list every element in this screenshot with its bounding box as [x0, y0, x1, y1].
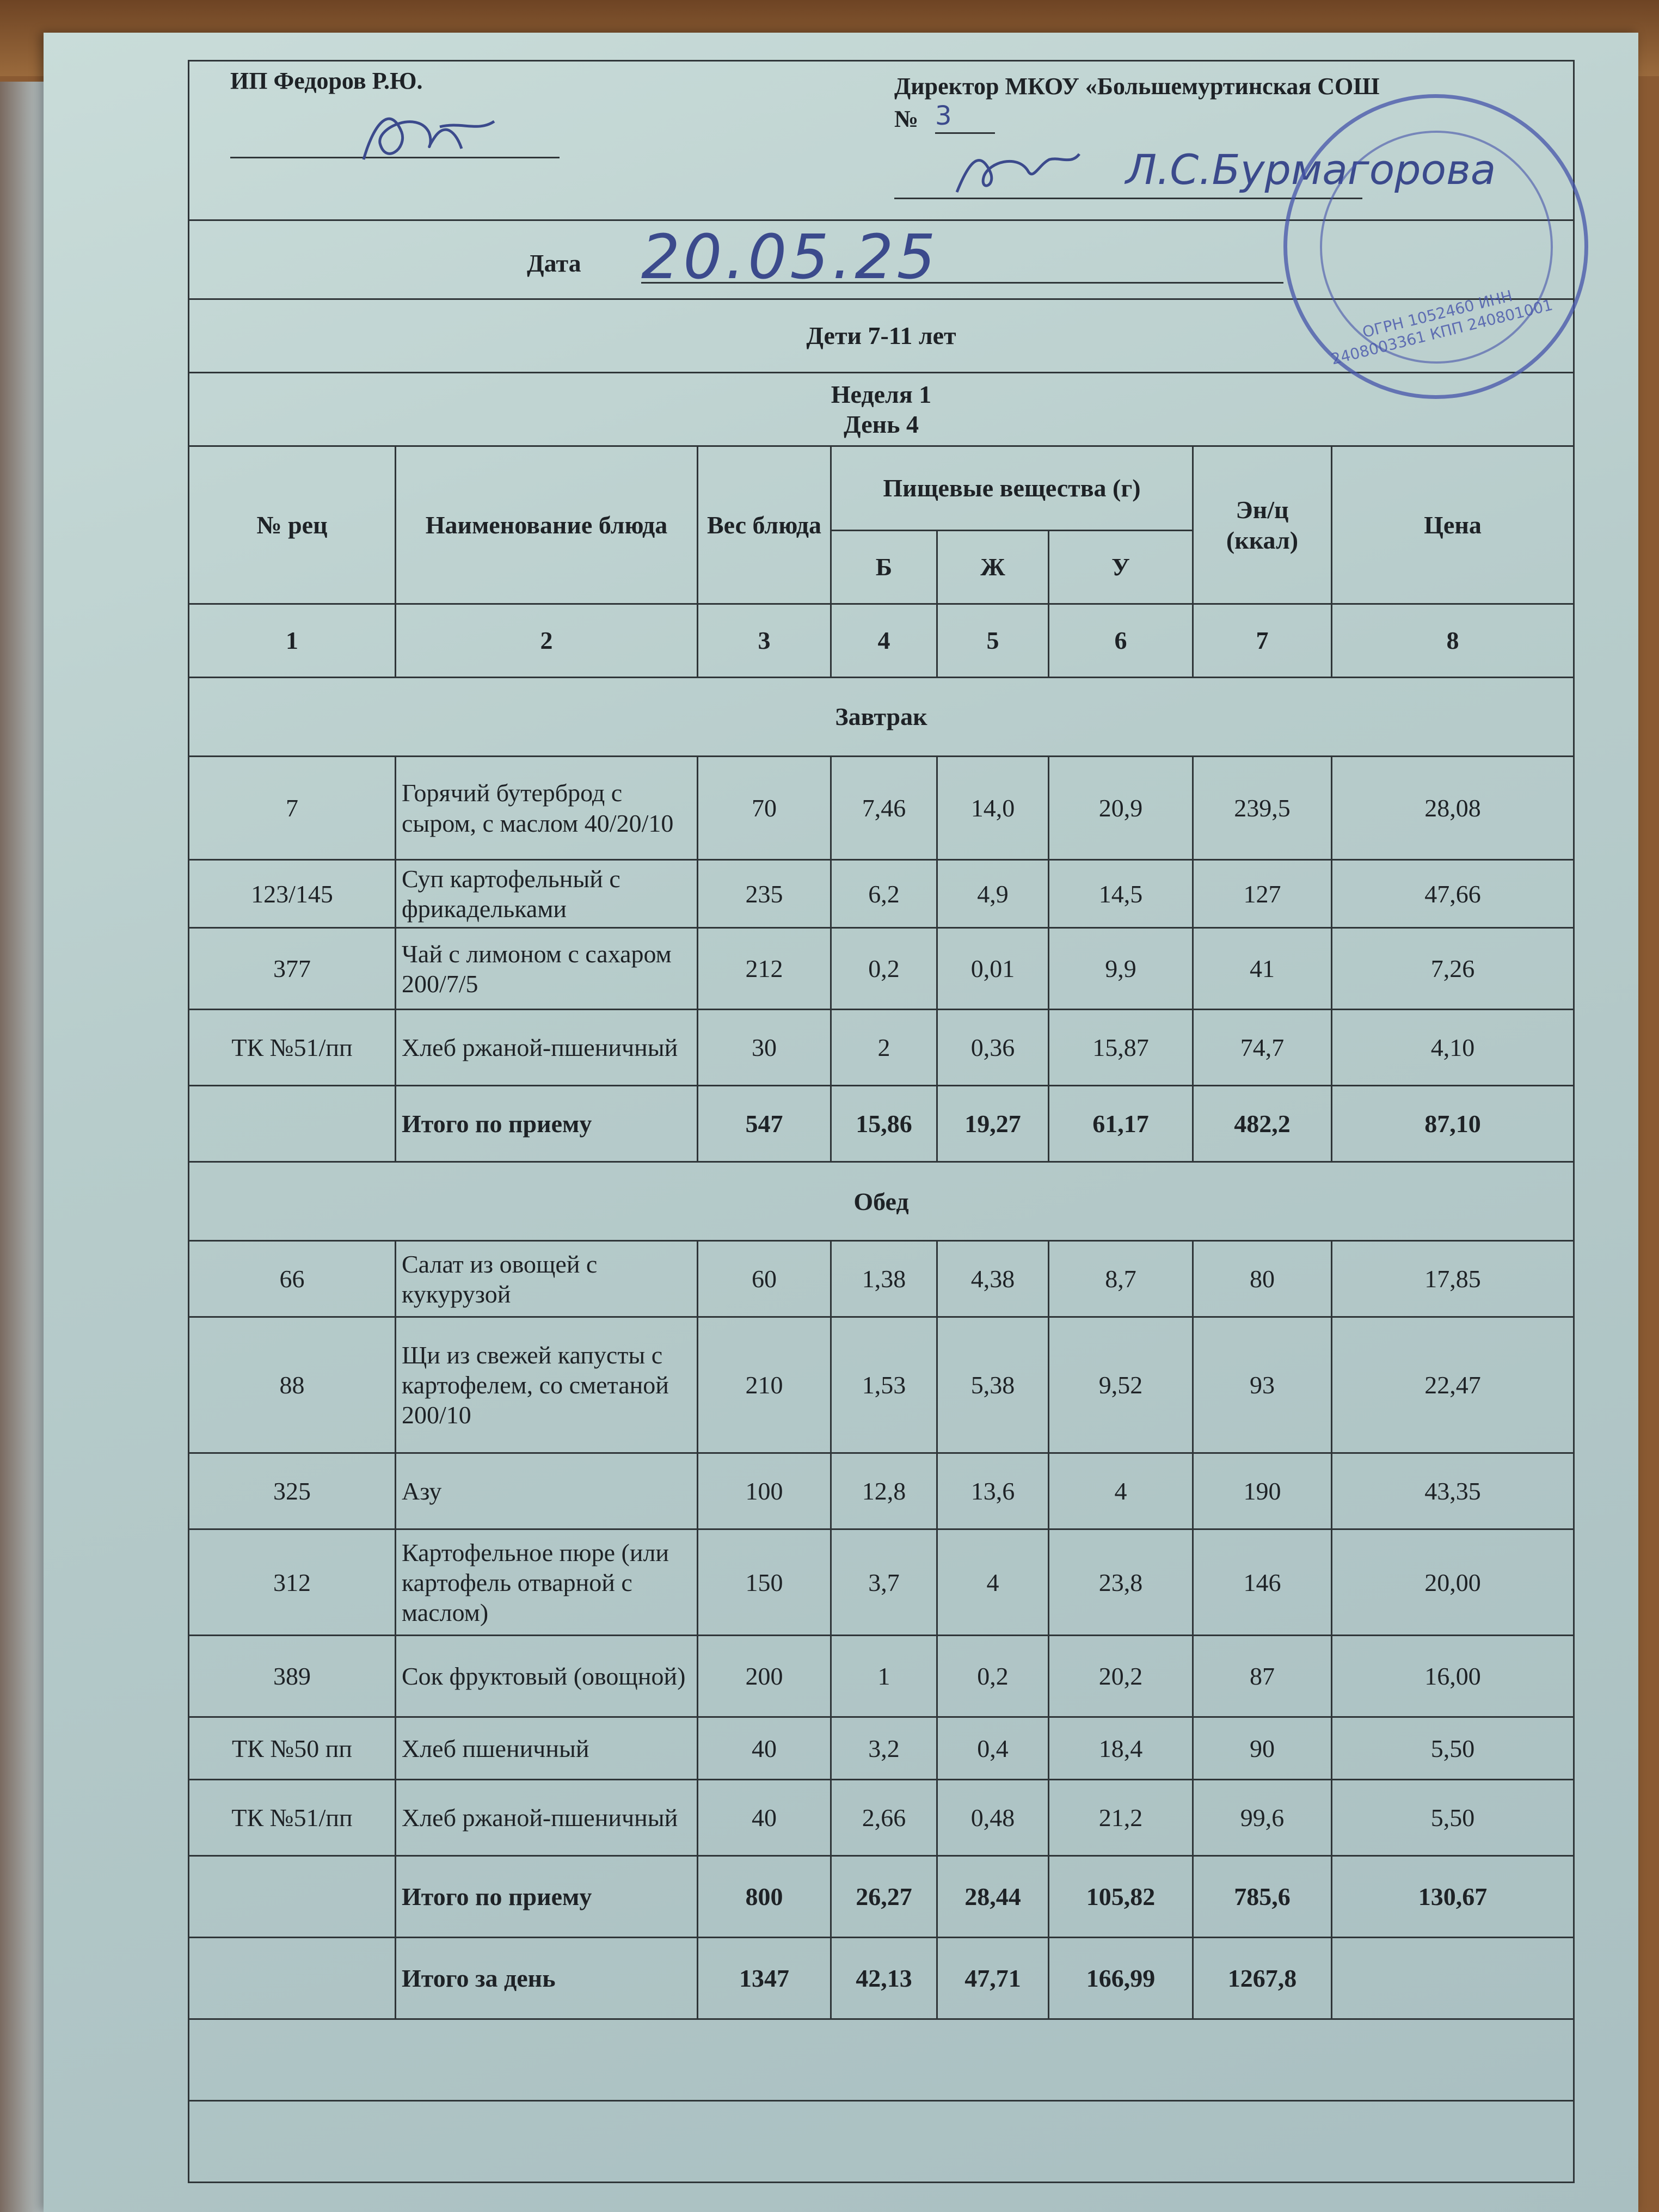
dish-protein: 7,46 [831, 757, 937, 860]
col-number-7: 7 [1193, 604, 1332, 678]
dish-name: Суп картофельный с фрикадельками [396, 860, 698, 928]
rec-number: ТК №50 пп [189, 1717, 396, 1780]
dish-price: 16,00 [1332, 1636, 1574, 1717]
col-carbs: У [1049, 531, 1193, 604]
day-total-weight: 1347 [698, 1938, 831, 2019]
dish-name: Хлеб ржаной-пшеничный [396, 1780, 698, 1856]
total-label: Итого по приему [396, 1856, 698, 1938]
col-protein: Б [831, 531, 937, 604]
dish-fat: 0,01 [937, 928, 1049, 1010]
table-row [189, 1453, 1574, 1529]
col-weight: Вес блюда [698, 446, 831, 604]
day-total-carbs: 166,99 [1049, 1938, 1193, 2019]
dish-weight: 70 [698, 757, 831, 860]
total-price: 130,67 [1332, 1856, 1574, 1938]
blank-row [189, 2019, 1574, 2101]
dish-carbs: 4 [1049, 1453, 1193, 1529]
dish-protein: 1,38 [831, 1241, 937, 1317]
dish-fat: 0,48 [937, 1780, 1049, 1856]
rec-number: 66 [189, 1241, 396, 1317]
dish-fat: 14,0 [937, 757, 1049, 860]
breakfast-title: Завтрак [189, 678, 1574, 757]
date-label: Дата [527, 249, 581, 277]
dish-energy: 99,6 [1193, 1780, 1332, 1856]
dish-carbs: 15,87 [1049, 1010, 1193, 1086]
dish-price: 7,26 [1332, 928, 1574, 1010]
date-line [641, 282, 1283, 284]
director-initial-mark [946, 132, 1087, 203]
dish-fat: 5,38 [937, 1317, 1049, 1453]
day-total-row [189, 1938, 1574, 2019]
column-header-row [189, 446, 1574, 531]
dish-carbs: 8,7 [1049, 1241, 1193, 1317]
table-row [189, 1317, 1574, 1453]
table-row [189, 1636, 1574, 1717]
dish-energy: 239,5 [1193, 757, 1332, 860]
dish-energy: 90 [1193, 1717, 1332, 1780]
dish-energy: 93 [1193, 1317, 1332, 1453]
dish-price: 20,00 [1332, 1529, 1574, 1636]
dish-carbs: 20,2 [1049, 1636, 1193, 1717]
number-label: № [894, 106, 919, 132]
dish-energy: 190 [1193, 1453, 1332, 1529]
col-number-2: 2 [396, 604, 698, 678]
col-rec-no: № рец [189, 446, 396, 604]
blank-cell [189, 2101, 1574, 2183]
total-energy: 482,2 [1193, 1086, 1332, 1162]
dish-weight: 60 [698, 1241, 831, 1317]
column-number-row [189, 604, 1574, 678]
dish-fat: 4,9 [937, 860, 1049, 928]
dish-name: Азу [396, 1453, 698, 1529]
dish-energy: 87 [1193, 1636, 1332, 1717]
table-row [189, 1717, 1574, 1780]
col-number-3: 3 [698, 604, 831, 678]
table-row [189, 928, 1574, 1010]
dish-protein: 1,53 [831, 1317, 937, 1453]
dish-energy: 74,7 [1193, 1010, 1332, 1086]
total-carbs: 105,82 [1049, 1856, 1193, 1938]
total-fat: 28,44 [937, 1856, 1049, 1938]
dish-protein: 12,8 [831, 1453, 937, 1529]
dish-price: 47,66 [1332, 860, 1574, 928]
col-dish-name: Наименование блюда [396, 446, 698, 604]
table-row [189, 1241, 1574, 1317]
breakfast-total-row [189, 1086, 1574, 1162]
dish-carbs: 21,2 [1049, 1780, 1193, 1856]
total-weight: 547 [698, 1086, 831, 1162]
total-protein: 26,27 [831, 1856, 937, 1938]
dish-fat: 4 [937, 1529, 1049, 1636]
day-total-energy: 1267,8 [1193, 1938, 1332, 2019]
dish-name: Горячий бутерброд с сыром, с маслом 40/20/10 [396, 757, 698, 860]
dish-carbs: 9,9 [1049, 928, 1193, 1010]
rec-number: 377 [189, 928, 396, 1010]
dish-energy: 146 [1193, 1529, 1332, 1636]
total-weight: 800 [698, 1856, 831, 1938]
dish-name: Сок фруктовый (овощной) [396, 1636, 698, 1717]
dish-protein: 3,7 [831, 1529, 937, 1636]
dish-energy: 80 [1193, 1241, 1332, 1317]
total-fat: 19,27 [937, 1086, 1049, 1162]
total-label: Итого по приему [396, 1086, 698, 1162]
dish-weight: 235 [698, 860, 831, 928]
dish-carbs: 9,52 [1049, 1317, 1193, 1453]
col-number-8: 8 [1332, 604, 1574, 678]
dish-protein: 3,2 [831, 1717, 937, 1780]
day-total-price [1332, 1938, 1574, 2019]
lunch-title-row [189, 1162, 1574, 1241]
empty-cell [189, 1856, 396, 1938]
col-price: Цена [1332, 446, 1574, 604]
dish-weight: 100 [698, 1453, 831, 1529]
lunch-total-row [189, 1856, 1574, 1938]
dish-fat: 4,38 [937, 1241, 1049, 1317]
dish-price: 28,08 [1332, 757, 1574, 860]
dish-weight: 210 [698, 1317, 831, 1453]
col-number-6: 6 [1049, 604, 1193, 678]
dish-carbs: 20,9 [1049, 757, 1193, 860]
dish-carbs: 18,4 [1049, 1717, 1193, 1780]
breakfast-title-row [189, 678, 1574, 757]
dish-carbs: 23,8 [1049, 1529, 1193, 1636]
dish-name: Хлеб ржаной-пшеничный [396, 1010, 698, 1086]
svg-text:Л.С.Бурмагорова: Л.С.Бурмагорова [1126, 145, 1496, 194]
ip-label: ИП Федоров Р.Ю. [230, 67, 423, 94]
dish-energy: 41 [1193, 928, 1332, 1010]
dish-weight: 212 [698, 928, 831, 1010]
dish-protein: 6,2 [831, 860, 937, 928]
dish-weight: 150 [698, 1529, 831, 1636]
dish-energy: 127 [1193, 860, 1332, 928]
week-day-row [189, 373, 1574, 446]
table-row [189, 1010, 1574, 1086]
rec-number: 312 [189, 1529, 396, 1636]
day-total-protein: 42,13 [831, 1938, 937, 2019]
col-number-5: 5 [937, 604, 1049, 678]
dish-price: 5,50 [1332, 1780, 1574, 1856]
director-label: Директор МКОУ «Большемуртинская СОШ [894, 73, 1380, 100]
day-total-label: Итого за день [396, 1938, 698, 2019]
day-label: День 4 [844, 410, 919, 438]
blank-row [189, 2101, 1574, 2183]
rec-number: 389 [189, 1636, 396, 1717]
ip-signature-mark [353, 100, 516, 170]
dish-protein: 1 [831, 1636, 937, 1717]
total-carbs: 61,17 [1049, 1086, 1193, 1162]
dish-price: 4,10 [1332, 1010, 1574, 1086]
menu-table [188, 60, 1575, 2183]
rec-number: 325 [189, 1453, 396, 1529]
group-title: Дети 7-11 лет [189, 299, 1574, 373]
empty-cell [189, 1086, 396, 1162]
dish-name: Чай с лимоном с сахаром 200/7/5 [396, 928, 698, 1010]
rec-number: 123/145 [189, 860, 396, 928]
table-row [189, 1780, 1574, 1856]
rec-number: ТК №51/пп [189, 1780, 396, 1856]
dish-protein: 2,66 [831, 1780, 937, 1856]
total-protein: 15,86 [831, 1086, 937, 1162]
total-price: 87,10 [1332, 1086, 1574, 1162]
col-number-1: 1 [189, 604, 396, 678]
underlying-sheet [0, 82, 44, 2212]
col-number-4: 4 [831, 604, 937, 678]
dish-carbs: 14,5 [1049, 860, 1193, 928]
col-fat: Ж [937, 531, 1049, 604]
stamp-text: ОГРН 1052460 ИНН 2408003361 КПП 240801001 [1329, 286, 1554, 368]
dish-fat: 13,6 [937, 1453, 1049, 1529]
dish-price: 22,47 [1332, 1317, 1574, 1453]
table-row [189, 757, 1574, 860]
dish-protein: 2 [831, 1010, 937, 1086]
table-row [189, 1529, 1574, 1636]
date-row [189, 220, 1574, 299]
total-energy: 785,6 [1193, 1856, 1332, 1938]
dish-name: Хлеб пшеничный [396, 1717, 698, 1780]
dish-name: Щи из свежей капусты с картофелем, со сметаной 200/10 [396, 1317, 698, 1453]
rec-number: ТК №51/пп [189, 1010, 396, 1086]
dish-weight: 200 [698, 1636, 831, 1717]
dish-weight: 40 [698, 1717, 831, 1780]
dish-fat: 0,36 [937, 1010, 1049, 1086]
dish-fat: 0,2 [937, 1636, 1049, 1717]
week-day-cell [189, 373, 1574, 446]
col-energy: Эн/ц (ккал) [1193, 446, 1332, 604]
day-total-fat: 47,71 [937, 1938, 1049, 2019]
dish-name: Картофельное пюре (или картофель отварной с маслом) [396, 1529, 698, 1636]
dish-price: 5,50 [1332, 1717, 1574, 1780]
header-row [189, 61, 1574, 220]
empty-cell [189, 1938, 396, 2019]
table-row [189, 860, 1574, 928]
lunch-title: Обед [189, 1162, 1574, 1241]
number-value: 3 [935, 101, 952, 131]
week-label: Неделя 1 [831, 380, 932, 408]
blank-cell [189, 2019, 1574, 2101]
rec-number: 88 [189, 1317, 396, 1453]
dish-weight: 40 [698, 1780, 831, 1856]
dish-name: Салат из овощей с кукурузой [396, 1241, 698, 1317]
date-cell [189, 220, 1574, 299]
dish-fat: 0,4 [937, 1717, 1049, 1780]
dish-price: 43,35 [1332, 1453, 1574, 1529]
dish-weight: 30 [698, 1010, 831, 1086]
col-nutrients: Пищевые вещества (г) [831, 446, 1193, 531]
rec-number: 7 [189, 757, 396, 860]
dish-protein: 0,2 [831, 928, 937, 1010]
date-value: 20.05.25 [641, 222, 939, 293]
dish-price: 17,85 [1332, 1241, 1574, 1317]
